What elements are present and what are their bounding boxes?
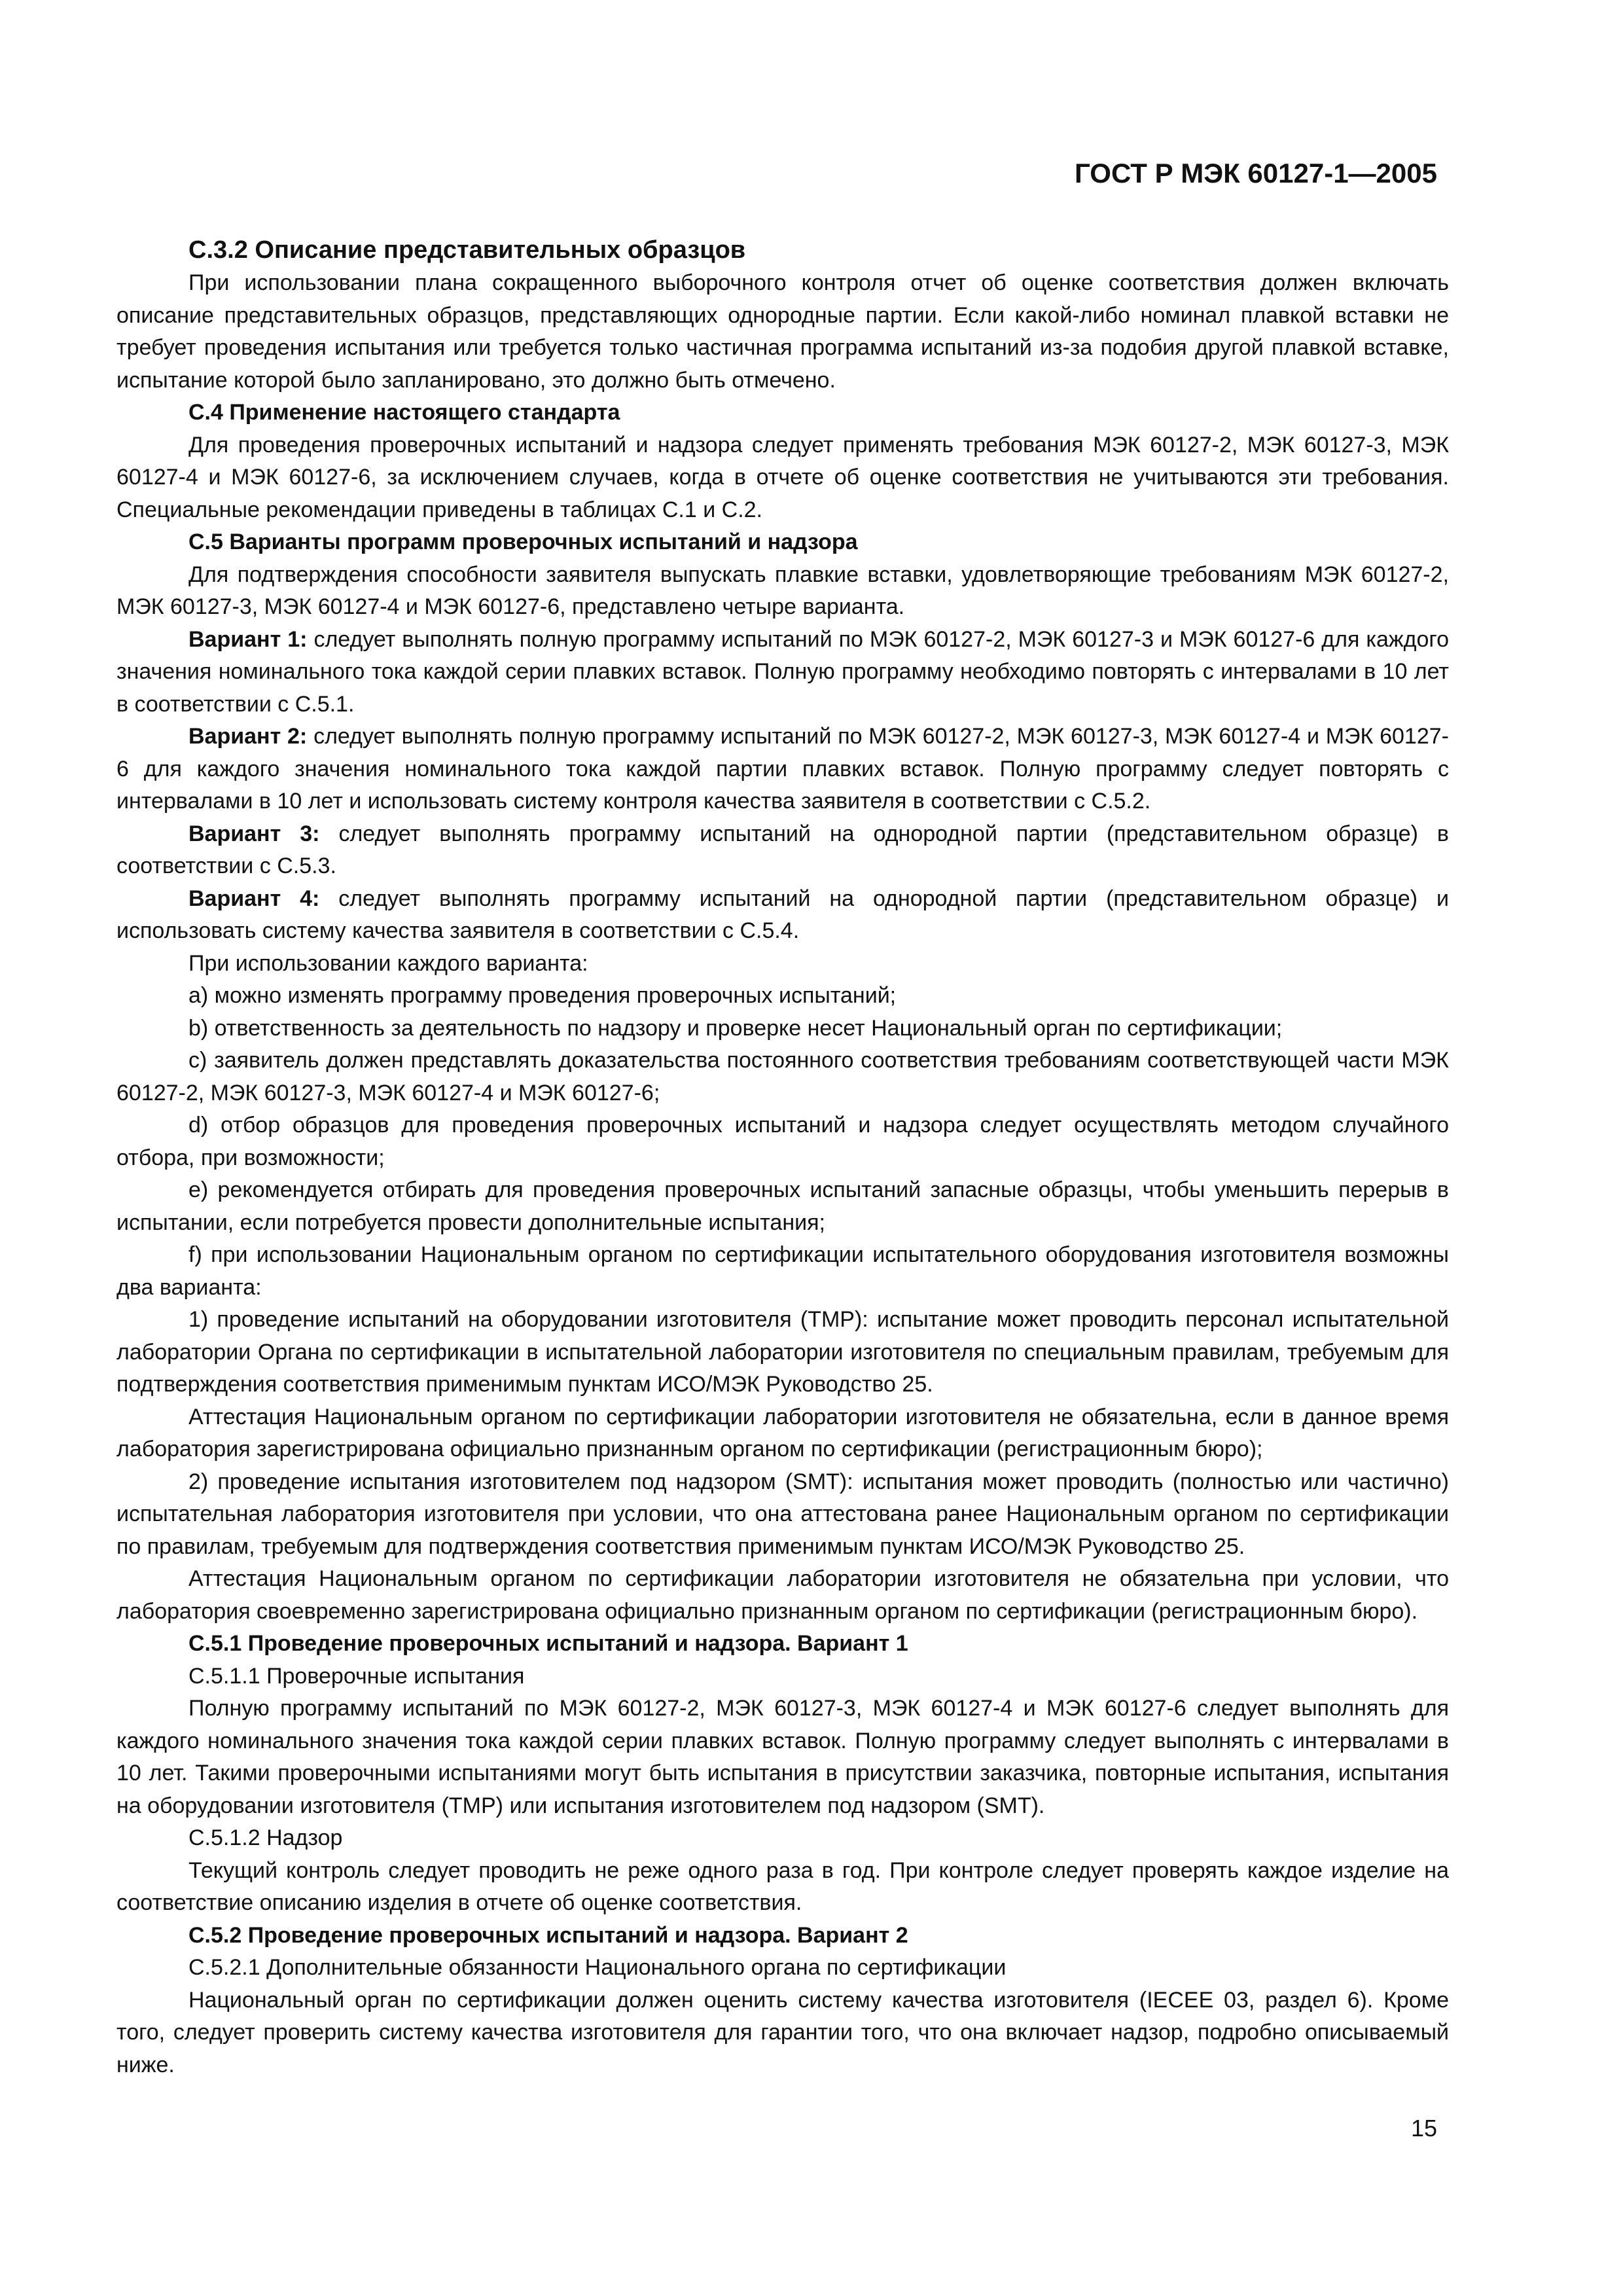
body-paragraph: b) ответственность за деятельность по надзору и проверке несет Национальный орган по сертификации; — [188, 1015, 1283, 1041]
variant-paragraph — [116, 883, 1449, 948]
variant-label: Вариант 1: — [188, 626, 308, 652]
page-number: 15 — [1410, 2115, 1437, 2142]
section-heading: С.5 Варианты программ проверочных испытаний и надзора — [188, 529, 858, 554]
body-paragraph: 2) проведение испытания изготовителем под надзором (SMT): испытания может проводить (полностью или частично) испытательная лаборатория изготовителя при условии, что она аттестована ранее Национальным органом по сертификации по правилам, требуемым для подтверждения соответствия применимым пунктам ИСО/МЭК Руководство 25. — [116, 1469, 1449, 1559]
body-paragraph: 1) проведение испытаний на оборудовании изготовителя (TMP): испытание может проводить персонал испытательной лаборатории Органа по сертификации в испытательной лаборатории изготовителя по специальным правилам, требуемым для подтверждения соответствия применимым пунктам ИСО/МЭК Руководство 25. — [116, 1307, 1449, 1397]
body-paragraph: С.5.2.1 Дополнительные обязанности Национального органа по сертификации — [188, 1955, 1007, 1980]
section-heading: С.5.2 Проведение проверочных испытаний и надзора. Вариант 2 — [188, 1922, 908, 1948]
variant-text: следует выполнять программу испытаний на однородной партии (представительном образце) в соответствии с С.5.3. — [116, 821, 1449, 878]
body-paragraph: При использовании каждого варианта: — [188, 950, 588, 976]
body-paragraph: С.5.1.1 Проверочные испытания — [188, 1663, 525, 1689]
section-heading: С.3.2 Описание представительных образцов — [188, 236, 746, 264]
variant-label: Вариант 3: — [188, 821, 320, 846]
document-code-header: ГОСТ Р МЭК 60127-1—2005 — [1075, 158, 1437, 188]
variant-text: следует выполнять полную программу испытаний по МЭК 60127-2, МЭК 60127-3, МЭК 60127-4 и МЭК 60127-6 для каждого значения номинального тока каждой партии плавких вставок. Полную программу следует повторять с интервалами в 10 лет и использовать систему контроля качества заявителя в соответствии с С.5.2. — [116, 724, 1449, 814]
section-heading: С.5.1 Проведение проверочных испытаний и надзора. Вариант 1 — [188, 1631, 908, 1656]
document-body — [116, 233, 1449, 2081]
body-paragraph: Национальный орган по сертификации должен оценить систему качества изготовителя (IECEE 03, раздел 6). Кроме того, следует проверить систему качества изготовителя для гарантии того, что она включает надзор, подробно описываемый ниже. — [116, 1987, 1449, 2077]
variant-paragraph — [116, 721, 1449, 818]
body-paragraph: с) заявитель должен представлять доказательства постоянного соответствия требованиям соответствующей части МЭК 60127-2, МЭК 60127-3, МЭК 60127-4 и МЭК 60127-6; — [116, 1048, 1449, 1105]
variant-text: следует выполнять программу испытаний на однородной партии (представительном образце) и использовать систему качества заявителя в соответствии с С.5.4. — [116, 886, 1449, 943]
body-paragraph: Полную программу испытаний по МЭК 60127-2, МЭК 60127-3, МЭК 60127-4 и МЭК 60127-6 следует выполнять для каждого номинального значения тока каждой серии плавких вставок. Полную программу следует выполнять с интервалами в 10 лет. Такими проверочными испытаниями могут быть испытания в присутствии заказчика, повторные испытания, испытания на оборудовании изготовителя (TMP) или испытания изготовителем под надзором (SMT). — [116, 1696, 1449, 1818]
variant-label: Вариант 4: — [188, 886, 320, 911]
body-paragraph: e) рекомендуется отбирать для проведения проверочных испытаний запасные образцы, чтобы уменьшить перерыв в испытании, если потребуется провести дополнительные испытания; — [116, 1177, 1449, 1235]
variant-paragraph — [116, 624, 1449, 721]
variant-text: следует выполнять полную программу испытаний по МЭК 60127-2, МЭК 60127-3 и МЭК 60127-6 для каждого значения номинального тока каждой серии плавких вставок. Полную программу необходимо повторять с интервалами в 10 лет в соответствии с С.5.1. — [116, 626, 1449, 717]
body-paragraph: Для проведения проверочных испытаний и надзора следует применять требования МЭК 60127-2, МЭК 60127-3, МЭК 60127-4 и МЭК 60127-6, за исключением случаев, когда в отчете об оценке соответствия не учитываются эти требования. Специальные рекомендации приведены в таблицах С.1 и С.2. — [116, 432, 1449, 522]
body-paragraph: Аттестация Национальным органом по сертификации лаборатории изготовителя не обязательна, если в данное время лаборатория зарегистрирована официально признанным органом по сертификации (регистрационным бюро); — [116, 1404, 1449, 1462]
section-heading: С.4 Применение настоящего стандарта — [188, 400, 620, 425]
body-paragraph: При использовании плана сокращенного выборочного контроля отчет об оценке соответствия должен включать описание представительных образцов, представляющих однородные партии. Если какой-либо номинал плавкой вставки не требует проведения испытания или требуется только частичная программа испытаний из-за подобия другой плавкой вставке, испытание которой было запланировано, это должно быть отмечено. — [116, 270, 1449, 393]
body-paragraph: С.5.1.2 Надзор — [188, 1825, 343, 1850]
body-paragraph: Для подтверждения способности заявителя выпускать плавкие вставки, удовлетворяющие требованиям МЭК 60127-2, МЭК 60127-3, МЭК 60127-4 и МЭК 60127-6, представлено четыре варианта. — [116, 562, 1449, 619]
body-paragraph: Текущий контроль следует проводить не реже одного раза в год. При контроле следует проверять каждое изделие на соответствие описанию изделия в отчете об оценке соответствия. — [116, 1857, 1449, 1915]
body-paragraph: а) можно изменять программу проведения проверочных испытаний; — [188, 983, 897, 1008]
variant-label: Вариант 2: — [188, 724, 308, 749]
body-paragraph: f) при использовании Национальным органом по сертификации испытательного оборудования изготовителя возможны два варианта: — [116, 1242, 1449, 1300]
variant-paragraph — [116, 818, 1449, 883]
body-paragraph: Аттестация Национальным органом по сертификации лаборатории изготовителя не обязательна при условии, что лаборатория своевременно зарегистрирована официально признанным органом по сертификации (регистрационным бюро). — [116, 1566, 1449, 1624]
body-paragraph: d) отбор образцов для проведения проверочных испытаний и надзора следует осуществлять методом случайного отбора, при возможности; — [116, 1113, 1449, 1170]
